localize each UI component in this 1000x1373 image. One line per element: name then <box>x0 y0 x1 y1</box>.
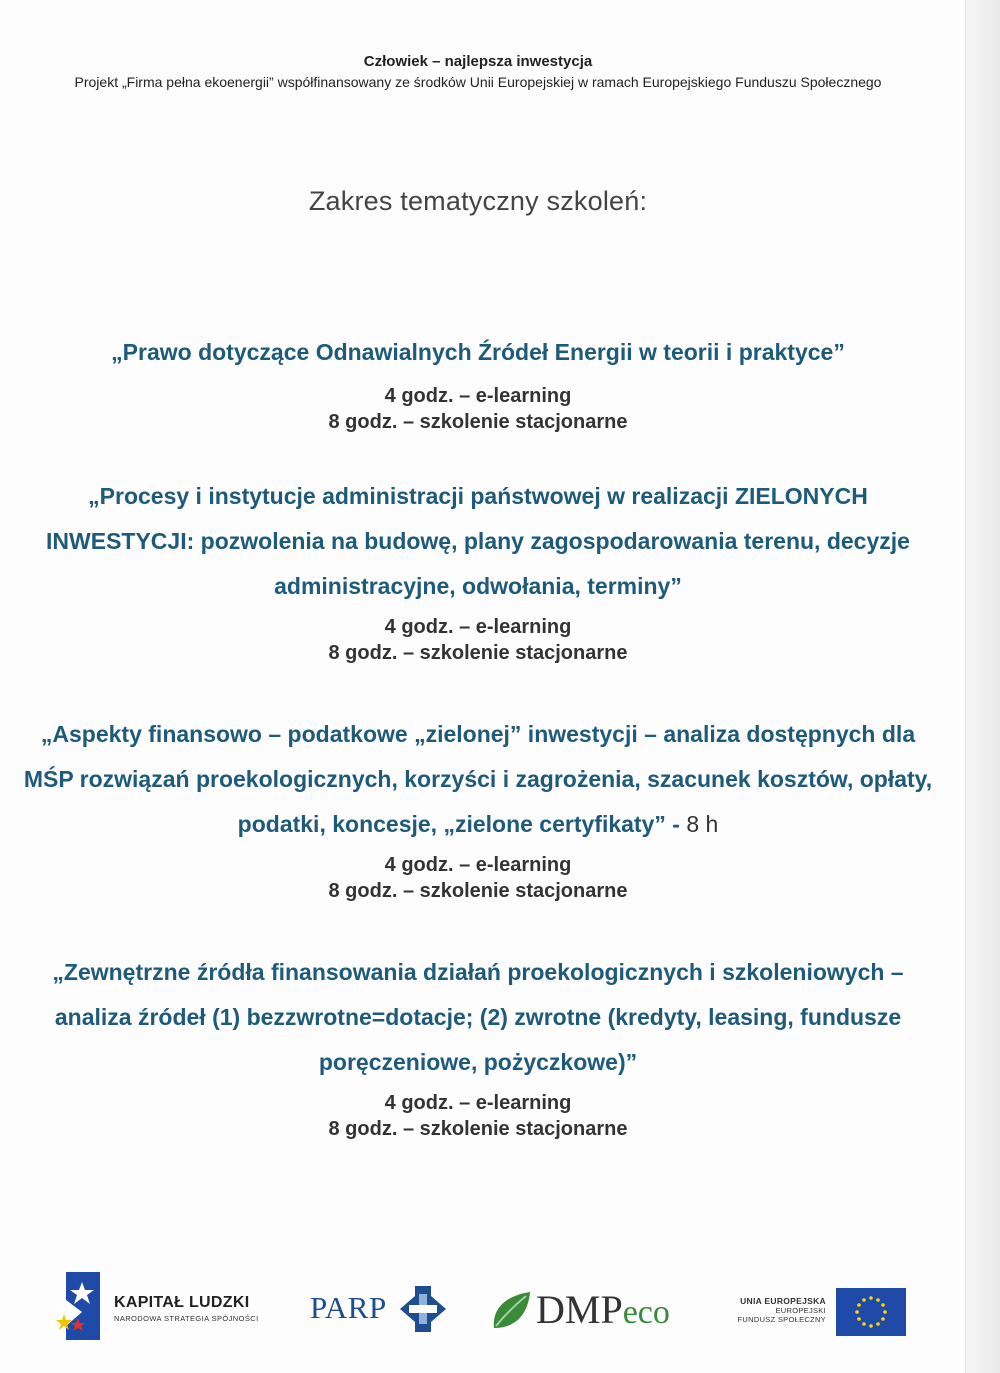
duration-elearning: 4 godz. – e-learning <box>384 616 572 638</box>
topic-title <box>20 712 936 847</box>
header-subtitle: Projekt „Firma pełna ekoenergii” współfinansowany ze środków Unii Europejskiej w ramach Europejskiego Funduszu Społecznego <box>74 74 882 90</box>
duration-elearning: 4 godz. – e-learning <box>384 385 572 407</box>
topic-3 <box>20 712 936 904</box>
kapital-ludzki-logo <box>52 1270 282 1342</box>
duration-stationary: 8 godz. – szkolenie stacjonarne <box>328 411 628 433</box>
eu-line-1: UNIA EUROPEJSKA <box>740 1296 826 1306</box>
footer-logos <box>0 1270 966 1350</box>
eu-line-3: FUNDUSZ SPOŁECZNY <box>737 1315 826 1324</box>
kapital-ludzki-name: KAPITAŁ LUDZKI <box>114 1294 250 1311</box>
topic-title-text: „Aspekty finansowo – podatkowe „zielonej” inwestycji – analiza dostępnych dla MŚP rozwiązań proekologicznych, korzyści i zagrożenia, szacunek kosztów, opłaty, podatki, koncesje, „zielone certyfikaty” - <box>23 721 933 837</box>
duration-elearning: 4 godz. – e-learning <box>384 854 572 876</box>
eu-social-fund-logo <box>712 1286 902 1342</box>
parp-logo <box>310 1284 450 1334</box>
topic-1 <box>20 330 936 435</box>
leaf-icon <box>490 1288 534 1332</box>
document-header <box>40 52 916 91</box>
dmp-eco-logo <box>490 1282 690 1340</box>
kapital-ludzki-icon <box>52 1270 104 1342</box>
eu-line-2: EUROPEJSKI <box>775 1306 826 1315</box>
topic-title: „Procesy i instytucje administracji państwowej w realizacji ZIELONYCH INWESTYCJI: pozwolenia na budowę, plany zagospodarowania terenu, decyzje administracyjne, odwołania, terminy” <box>46 483 910 599</box>
topic-title-hours: 8 h <box>686 811 719 837</box>
section-heading: Zakres tematyczny szkoleń: <box>308 186 648 216</box>
duration-stationary: 8 godz. – szkolenie stacjonarne <box>328 1118 628 1140</box>
topic-durations <box>20 852 936 904</box>
dmp-name-main: DMP <box>536 1287 623 1332</box>
topic-title: „Zewnętrzne źródła finansowania działań proekologicznych i szkoleniowych – analiza źródeł (1) bezzwrotne=dotacje; (2) zwrotne (kredyty, leasing, fundusze poręczeniowe, pożyczkowe)” <box>52 959 904 1075</box>
topic-4 <box>20 950 936 1142</box>
eu-flag-icon <box>836 1288 906 1336</box>
duration-elearning: 4 godz. – e-learning <box>384 1092 572 1114</box>
topic-title: „Prawo dotyczące Odnawialnych Źródeł Energii w teorii i praktyce” <box>111 339 845 365</box>
duration-stationary: 8 godz. – szkolenie stacjonarne <box>328 642 628 664</box>
topic-durations <box>20 1090 936 1142</box>
dmp-name-eco: eco <box>622 1294 670 1331</box>
parp-name: PARP <box>310 1290 387 1325</box>
header-title: Człowiek – najlepsza inwestycja <box>363 53 593 70</box>
topic-2 <box>20 474 936 666</box>
topic-durations <box>20 383 936 435</box>
page-edge-shadow <box>965 0 1000 1373</box>
duration-stationary: 8 godz. – szkolenie stacjonarne <box>328 880 628 902</box>
kapital-ludzki-subtitle: NARODOWA STRATEGIA SPÓJNOŚCI <box>114 1314 259 1323</box>
dmp-name <box>536 1286 670 1333</box>
parp-arrows-icon <box>398 1284 448 1334</box>
topic-durations <box>20 614 936 666</box>
